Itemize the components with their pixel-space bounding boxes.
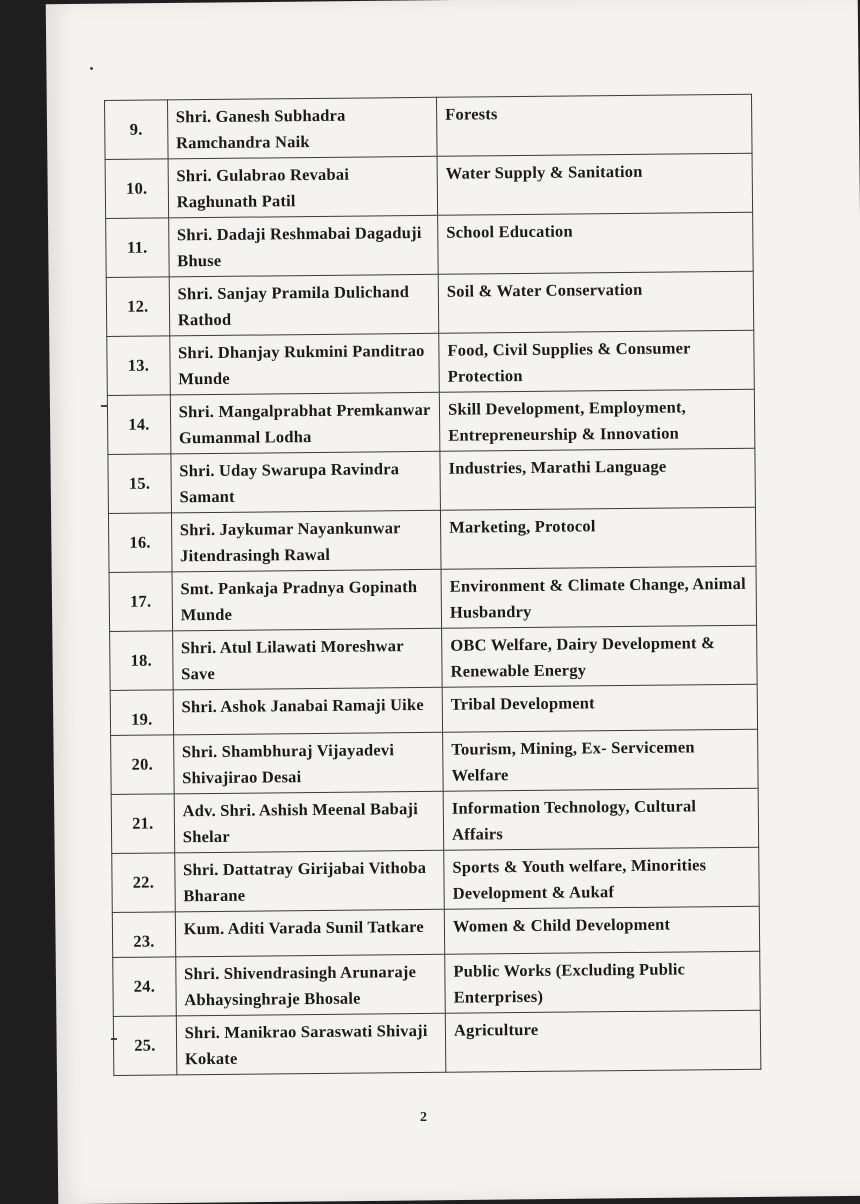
portfolio: Food, Civil Supplies & Consumer Protection <box>439 330 755 392</box>
portfolio: Sports & Youth welfare, Minorities Development & Aukaf <box>444 847 760 909</box>
minister-name: Shri. Shivendrasingh Arunaraje Abhaysinghraje Bhosale <box>175 954 445 1016</box>
minister-name: Kum. Aditi Varada Sunil Tatkare <box>175 909 445 957</box>
table-row <box>107 389 755 454</box>
portfolio: Agriculture <box>445 1010 761 1072</box>
portfolio: Tourism, Mining, Ex- Servicemen Welfare <box>443 729 759 791</box>
serial-number: 16. <box>108 513 171 573</box>
portfolio: School Education <box>438 212 754 274</box>
table-row <box>112 847 760 912</box>
table-row <box>110 625 758 690</box>
serial-number: 22. <box>112 853 175 913</box>
minister-name: Shri. Sanjay Pramila Dulichand Rathod <box>169 274 439 336</box>
table-row <box>111 729 759 794</box>
table-row <box>107 330 755 395</box>
table-row <box>105 94 753 159</box>
minister-name: Shri. Gulabrao Revabai Raghunath Patil <box>168 156 438 218</box>
portfolio: Marketing, Protocol <box>440 507 756 569</box>
serial-number: 12. <box>106 277 169 337</box>
speck-mark <box>90 67 93 70</box>
minister-name: Shri. Dattatray Girijabai Vithoba Bharane <box>174 850 444 912</box>
portfolio: Skill Development, Employment, Entrepreneurship & Innovation <box>439 389 755 451</box>
table-row <box>109 566 757 631</box>
table-row <box>111 788 759 853</box>
portfolio: OBC Welfare, Dairy Development & Renewable Energy <box>442 625 758 687</box>
serial-number: 25. <box>113 1016 176 1076</box>
minister-name: Shri. Shambhuraj Vijayadevi Shivajirao Desai <box>173 732 443 794</box>
table-row <box>106 212 754 277</box>
table-row <box>113 1010 761 1075</box>
portfolio: Environment & Climate Change, Animal Husbandry <box>441 566 757 628</box>
ministers-portfolio-table <box>104 94 761 1076</box>
portfolio: Public Works (Excluding Public Enterprises) <box>445 951 761 1013</box>
minister-name: Adv. Shri. Ashish Meenal Babaji Shelar <box>174 791 444 853</box>
table-row <box>108 448 756 513</box>
serial-number: 18. <box>110 631 173 691</box>
minister-name: Shri. Atul Lilawati Moreshwar Save <box>172 628 442 690</box>
serial-number: 21. <box>111 794 174 854</box>
minister-name: Shri. Ganesh Subhadra Ramchandra Naik <box>167 97 437 159</box>
serial-number: 24. <box>113 957 176 1017</box>
minister-name: Shri. Jaykumar Nayankunwar Jitendrasingh Rawal <box>171 510 441 572</box>
minister-name: Shri. Dadaji Reshmabai Dagaduji Bhuse <box>168 215 438 277</box>
serial-number: 17. <box>109 572 172 632</box>
portfolio: Women & Child Development <box>444 906 759 954</box>
table-row <box>108 507 756 572</box>
minister-name: Shri. Dhanjay Rukmini Panditrao Munde <box>169 333 439 395</box>
portfolio: Forests <box>437 94 753 156</box>
table-body <box>105 94 761 1075</box>
minister-name: Shri. Uday Swarupa Ravindra Samant <box>171 451 441 513</box>
table-row <box>112 906 759 957</box>
serial-number: 23. <box>112 912 175 958</box>
serial-number: 20. <box>111 735 174 795</box>
serial-number: 13. <box>107 336 170 396</box>
portfolio: Information Technology, Cultural Affairs <box>443 788 759 850</box>
serial-number: 10. <box>105 159 168 219</box>
serial-number: 11. <box>106 218 169 278</box>
table-row <box>105 153 753 218</box>
minister-name: Shri. Ashok Janabai Ramaji Uike <box>173 687 443 735</box>
table-row <box>110 684 757 735</box>
portfolio: Tribal Development <box>442 684 757 732</box>
portfolio: Water Supply & Sanitation <box>437 153 753 215</box>
serial-number: 14. <box>107 395 170 455</box>
minister-name: Smt. Pankaja Pradnya Gopinath Munde <box>172 569 442 631</box>
table-row <box>106 271 754 336</box>
page-number: 2 <box>420 1110 427 1125</box>
minister-name: Shri. Mangalprabhat Premkanwar Gumanmal Lodha <box>170 392 440 454</box>
serial-number: 9. <box>105 100 168 160</box>
portfolio: Industries, Marathi Language <box>440 448 756 510</box>
portfolio: Soil & Water Conservation <box>438 271 754 333</box>
minister-name: Shri. Manikrao Saraswati Shivaji Kokate <box>176 1013 446 1075</box>
serial-number: 19. <box>110 690 173 736</box>
serial-number: 15. <box>108 454 171 514</box>
table-row <box>113 951 761 1016</box>
